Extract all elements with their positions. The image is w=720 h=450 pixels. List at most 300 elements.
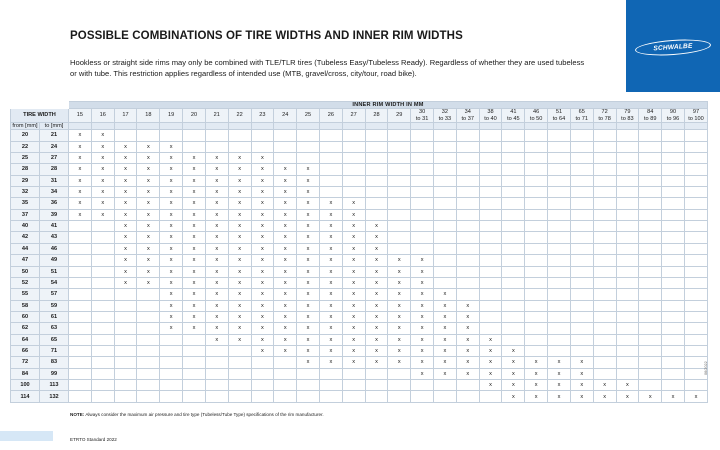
compatible-mark: x: [91, 209, 114, 220]
empty-cell: [91, 368, 114, 379]
empty-cell: [479, 255, 502, 266]
compatible-mark: x: [434, 368, 457, 379]
column-header-line2: to 45: [507, 115, 520, 122]
empty-cell: [183, 130, 206, 141]
tire-to-cell: 59: [40, 300, 69, 311]
header-blank-cell: [183, 122, 206, 129]
empty-cell: [160, 130, 183, 141]
compatible-mark: x: [183, 198, 206, 209]
column-header: [69, 109, 92, 123]
empty-cell: [525, 243, 548, 254]
empty-cell: [570, 141, 593, 152]
empty-cell: [616, 186, 639, 197]
empty-cell: [297, 380, 320, 391]
compatible-mark: x: [297, 164, 320, 175]
compatible-mark: x: [297, 186, 320, 197]
compatible-mark: x: [388, 300, 411, 311]
empty-cell: [137, 380, 160, 391]
compatible-mark: x: [228, 323, 251, 334]
tire-from-cell: 55: [11, 289, 40, 300]
empty-cell: [319, 141, 342, 152]
schwalbe-logo: [626, 0, 720, 92]
column-header-line1: 41: [510, 109, 517, 116]
empty-cell: [388, 232, 411, 243]
empty-cell: [411, 221, 434, 232]
empty-cell: [479, 289, 502, 300]
empty-cell: [434, 175, 457, 186]
compatible-mark: x: [228, 232, 251, 243]
empty-cell: [502, 323, 525, 334]
empty-cell: [684, 346, 707, 357]
empty-cell: [684, 243, 707, 254]
compatible-mark: x: [274, 221, 297, 232]
column-header-line2: to 64: [552, 115, 566, 122]
compatible-mark: x: [91, 198, 114, 209]
compatible-mark: x: [319, 300, 342, 311]
column-header-line1: 21: [213, 112, 220, 119]
empty-cell: [525, 232, 548, 243]
empty-cell: [411, 209, 434, 220]
compatible-mark: x: [274, 277, 297, 288]
empty-cell: [548, 232, 571, 243]
compatible-mark: x: [297, 198, 320, 209]
compatible-mark: x: [183, 277, 206, 288]
empty-cell: [548, 141, 571, 152]
empty-cell: [297, 152, 320, 163]
compatible-mark: x: [434, 334, 457, 345]
empty-cell: [274, 130, 297, 141]
page-title: POSSIBLE COMBINATIONS OF TIRE WIDTHS AND INNER RIM WIDTHS: [70, 30, 463, 42]
empty-cell: [548, 130, 571, 141]
header-row-widths: [11, 109, 708, 123]
compatible-mark: x: [114, 141, 137, 152]
empty-cell: [434, 164, 457, 175]
empty-cell: [525, 266, 548, 277]
empty-cell: [91, 380, 114, 391]
compatible-mark: x: [160, 277, 183, 288]
table-row: [11, 289, 708, 300]
empty-cell: [69, 300, 92, 311]
column-header: [319, 109, 342, 123]
empty-cell: [91, 277, 114, 288]
column-header: [91, 109, 114, 123]
column-header-line2: to 50: [529, 115, 543, 122]
compatible-mark: x: [183, 221, 206, 232]
compatible-mark: x: [456, 357, 479, 368]
empty-cell: [570, 334, 593, 345]
compatible-mark: x: [137, 232, 160, 243]
tire-from-cell: 22: [11, 141, 40, 152]
compatible-mark: x: [183, 152, 206, 163]
tire-from-cell: 28: [11, 164, 40, 175]
empty-cell: [593, 277, 616, 288]
empty-cell: [502, 334, 525, 345]
compatible-mark: x: [342, 255, 365, 266]
empty-cell: [593, 255, 616, 266]
compatible-mark: x: [274, 164, 297, 175]
compatible-mark: x: [205, 311, 228, 322]
tire-from-cell: 35: [11, 198, 40, 209]
empty-cell: [456, 186, 479, 197]
compatible-mark: x: [342, 311, 365, 322]
compatible-mark: x: [114, 243, 137, 254]
empty-cell: [662, 243, 685, 254]
empty-cell: [388, 380, 411, 391]
empty-cell: [479, 243, 502, 254]
empty-cell: [593, 164, 616, 175]
header-blank-cell: [662, 122, 685, 129]
column-header: [365, 109, 388, 123]
tire-to-cell: 65: [40, 334, 69, 345]
header-blank-cell: [160, 122, 183, 129]
tire-from-cell: 42: [11, 232, 40, 243]
compatible-mark: x: [388, 346, 411, 357]
compatible-mark: x: [456, 346, 479, 357]
compatible-mark: x: [251, 266, 274, 277]
compatible-mark: x: [479, 346, 502, 357]
empty-cell: [479, 152, 502, 163]
compatible-mark: x: [411, 323, 434, 334]
column-header: [274, 109, 297, 123]
compatible-mark: x: [388, 323, 411, 334]
empty-cell: [342, 380, 365, 391]
column-header: [570, 109, 593, 123]
compatible-mark: x: [69, 175, 92, 186]
empty-cell: [365, 198, 388, 209]
table-row: [11, 323, 708, 334]
compatible-mark: x: [342, 334, 365, 345]
note-text: Always consider the maximum air pressure and tire type (Tubeless/Tube Type) specifications of the rim manufacturer.: [85, 412, 324, 417]
tire-to-cell: 46: [40, 243, 69, 254]
empty-cell: [183, 346, 206, 357]
compatible-mark: x: [365, 277, 388, 288]
empty-cell: [662, 323, 685, 334]
empty-cell: [525, 130, 548, 141]
empty-cell: [388, 130, 411, 141]
empty-cell: [411, 175, 434, 186]
compatible-mark: x: [228, 243, 251, 254]
compatible-mark: x: [365, 243, 388, 254]
empty-cell: [525, 311, 548, 322]
compatible-mark: x: [502, 368, 525, 379]
compatible-mark: x: [205, 334, 228, 345]
compatible-mark: x: [183, 186, 206, 197]
column-header: [342, 109, 365, 123]
empty-cell: [411, 164, 434, 175]
empty-cell: [91, 255, 114, 266]
empty-cell: [342, 391, 365, 403]
compatible-mark: x: [525, 391, 548, 403]
compatible-mark: x: [411, 255, 434, 266]
compatible-mark: x: [297, 266, 320, 277]
empty-cell: [365, 186, 388, 197]
compatible-mark: x: [434, 300, 457, 311]
table-row: [11, 198, 708, 209]
compatible-mark: x: [570, 380, 593, 391]
empty-cell: [662, 266, 685, 277]
empty-cell: [616, 334, 639, 345]
empty-cell: [456, 255, 479, 266]
column-header-line1: 46: [533, 109, 540, 116]
version-code: 06/2022: [704, 361, 708, 375]
empty-cell: [639, 232, 662, 243]
empty-cell: [434, 391, 457, 403]
empty-cell: [616, 311, 639, 322]
column-header: [297, 109, 320, 123]
compatible-mark: x: [456, 300, 479, 311]
compatible-mark: x: [137, 221, 160, 232]
empty-cell: [160, 368, 183, 379]
column-header-line1: 24: [282, 112, 289, 119]
table-row: [11, 266, 708, 277]
compatible-mark: x: [183, 266, 206, 277]
column-header: [411, 109, 434, 123]
compatible-mark: x: [274, 266, 297, 277]
empty-cell: [91, 289, 114, 300]
empty-cell: [137, 391, 160, 403]
column-header-line1: 51: [555, 109, 563, 116]
empty-cell: [456, 243, 479, 254]
empty-cell: [388, 175, 411, 186]
header-blank-cell: [593, 122, 616, 129]
empty-cell: [502, 130, 525, 141]
header-blank-cell: [342, 122, 365, 129]
compatible-mark: x: [388, 289, 411, 300]
empty-cell: [91, 346, 114, 357]
empty-cell: [69, 232, 92, 243]
empty-cell: [91, 334, 114, 345]
empty-cell: [388, 391, 411, 403]
compatible-mark: x: [205, 277, 228, 288]
compatible-mark: x: [616, 380, 639, 391]
tire-from-cell: 25: [11, 152, 40, 163]
empty-cell: [548, 323, 571, 334]
compatible-mark: x: [228, 255, 251, 266]
table-row: [11, 368, 708, 379]
empty-cell: [411, 232, 434, 243]
empty-cell: [593, 300, 616, 311]
compatible-mark: x: [365, 232, 388, 243]
tire-from-cell: 47: [11, 255, 40, 266]
empty-cell: [593, 130, 616, 141]
empty-cell: [69, 380, 92, 391]
empty-cell: [502, 255, 525, 266]
column-header-line2: to 71: [575, 115, 588, 122]
empty-cell: [662, 311, 685, 322]
empty-cell: [91, 357, 114, 368]
empty-cell: [502, 198, 525, 209]
table-row: [11, 380, 708, 391]
column-header-line1: 18: [145, 112, 152, 119]
tire-from-cell: 40: [11, 221, 40, 232]
empty-cell: [616, 152, 639, 163]
empty-cell: [570, 130, 593, 141]
empty-cell: [479, 300, 502, 311]
compatible-mark: x: [297, 175, 320, 186]
empty-cell: [662, 368, 685, 379]
empty-cell: [548, 289, 571, 300]
compatible-mark: x: [388, 334, 411, 345]
column-header-line1: 32: [441, 109, 449, 116]
empty-cell: [274, 152, 297, 163]
empty-cell: [479, 277, 502, 288]
empty-cell: [183, 380, 206, 391]
compatible-mark: x: [205, 300, 228, 311]
compatible-mark: x: [342, 300, 365, 311]
header-blank-cell: [69, 122, 92, 129]
compatible-mark: x: [137, 266, 160, 277]
empty-cell: [365, 209, 388, 220]
empty-cell: [548, 311, 571, 322]
empty-cell: [91, 243, 114, 254]
tire-to-cell: 54: [40, 277, 69, 288]
tire-from-cell: 100: [11, 380, 40, 391]
empty-cell: [205, 368, 228, 379]
empty-cell: [114, 357, 137, 368]
compatible-mark: x: [434, 311, 457, 322]
compatible-mark: x: [411, 266, 434, 277]
empty-cell: [616, 198, 639, 209]
table-row: [11, 141, 708, 152]
tire-width-header: TIRE WIDTH: [11, 109, 69, 123]
compatible-mark: x: [251, 221, 274, 232]
compatible-mark: x: [434, 289, 457, 300]
table-row: [11, 175, 708, 186]
empty-cell: [639, 141, 662, 152]
empty-cell: [639, 323, 662, 334]
column-header-line1: 25: [304, 112, 312, 119]
logo-oval: [635, 37, 712, 57]
compatible-mark: x: [274, 311, 297, 322]
empty-cell: [502, 221, 525, 232]
empty-cell: [502, 311, 525, 322]
column-header: [684, 109, 707, 123]
empty-cell: [479, 266, 502, 277]
compatible-mark: x: [342, 243, 365, 254]
tire-from-cell: 37: [11, 209, 40, 220]
empty-cell: [388, 186, 411, 197]
empty-cell: [91, 311, 114, 322]
column-header-line2: to 83: [621, 115, 634, 122]
empty-cell: [570, 323, 593, 334]
empty-cell: [525, 346, 548, 357]
compatible-mark: x: [502, 391, 525, 403]
empty-cell: [570, 198, 593, 209]
note-label: NOTE:: [70, 412, 85, 417]
empty-cell: [479, 311, 502, 322]
empty-cell: [639, 300, 662, 311]
empty-cell: [137, 357, 160, 368]
empty-cell: [434, 130, 457, 141]
empty-cell: [114, 391, 137, 403]
compatible-mark: x: [342, 232, 365, 243]
compatible-mark: x: [319, 357, 342, 368]
compatible-mark: x: [160, 209, 183, 220]
compatible-mark: x: [365, 311, 388, 322]
empty-cell: [434, 141, 457, 152]
compatible-mark: x: [205, 152, 228, 163]
empty-cell: [616, 368, 639, 379]
empty-cell: [662, 277, 685, 288]
compatible-mark: x: [69, 141, 92, 152]
empty-cell: [137, 300, 160, 311]
empty-cell: [228, 141, 251, 152]
header-blank-cell: [616, 122, 639, 129]
header-blank-cell: [365, 122, 388, 129]
empty-cell: [251, 391, 274, 403]
compatible-mark: x: [69, 186, 92, 197]
compatible-mark: x: [274, 243, 297, 254]
empty-cell: [684, 323, 707, 334]
table-row: [11, 209, 708, 220]
compatible-mark: x: [274, 186, 297, 197]
empty-cell: [525, 334, 548, 345]
intro-paragraph: Hookless or straight side rims may only be combined with TLE/TLR tires (Tubeless Easy/Tubeless Ready). Regardless of whether they are used tubeless or with tube. This restriction applies regardless of intended use (MTB, gravel/cross, city/tour, road bike).: [70, 58, 585, 78]
empty-cell: [160, 346, 183, 357]
column-header: [251, 109, 274, 123]
empty-cell: [616, 141, 639, 152]
empty-cell: [684, 130, 707, 141]
empty-cell: [502, 243, 525, 254]
empty-cell: [639, 380, 662, 391]
table-row: [11, 255, 708, 266]
compatible-mark: x: [411, 368, 434, 379]
compatible-mark: x: [684, 391, 707, 403]
column-header: [228, 109, 251, 123]
header-blank-cell: [434, 122, 457, 129]
compatible-mark: x: [91, 141, 114, 152]
compatible-mark: x: [228, 152, 251, 163]
column-header-line2: to 96: [666, 115, 680, 122]
compatible-mark: x: [456, 323, 479, 334]
empty-cell: [502, 164, 525, 175]
compatible-mark: x: [69, 130, 92, 141]
empty-cell: [502, 175, 525, 186]
table-row: [11, 221, 708, 232]
compatible-mark: x: [342, 198, 365, 209]
column-header-line1: 90: [669, 109, 677, 116]
empty-cell: [91, 266, 114, 277]
column-header: [205, 109, 228, 123]
column-header-line1: 72: [601, 109, 608, 116]
header-blank-cell: [114, 122, 137, 129]
empty-cell: [69, 221, 92, 232]
empty-cell: [388, 164, 411, 175]
compatible-mark: x: [183, 243, 206, 254]
column-header-line1: 38: [487, 109, 494, 116]
empty-cell: [388, 368, 411, 379]
compatible-mark: x: [319, 255, 342, 266]
empty-cell: [205, 357, 228, 368]
empty-cell: [570, 209, 593, 220]
compatible-mark: x: [502, 357, 525, 368]
compatible-mark: x: [205, 164, 228, 175]
compatible-mark: x: [548, 391, 571, 403]
compatible-mark: x: [342, 266, 365, 277]
tire-from-cell: 50: [11, 266, 40, 277]
empty-cell: [639, 243, 662, 254]
compatible-mark: x: [388, 357, 411, 368]
header-blank-cell: [228, 122, 251, 129]
empty-cell: [342, 164, 365, 175]
empty-cell: [593, 323, 616, 334]
empty-cell: [479, 130, 502, 141]
header-blank-cell: [639, 122, 662, 129]
compatible-mark: x: [251, 300, 274, 311]
column-header-line1: 19: [168, 112, 175, 119]
empty-cell: [502, 289, 525, 300]
table-row: [11, 152, 708, 163]
